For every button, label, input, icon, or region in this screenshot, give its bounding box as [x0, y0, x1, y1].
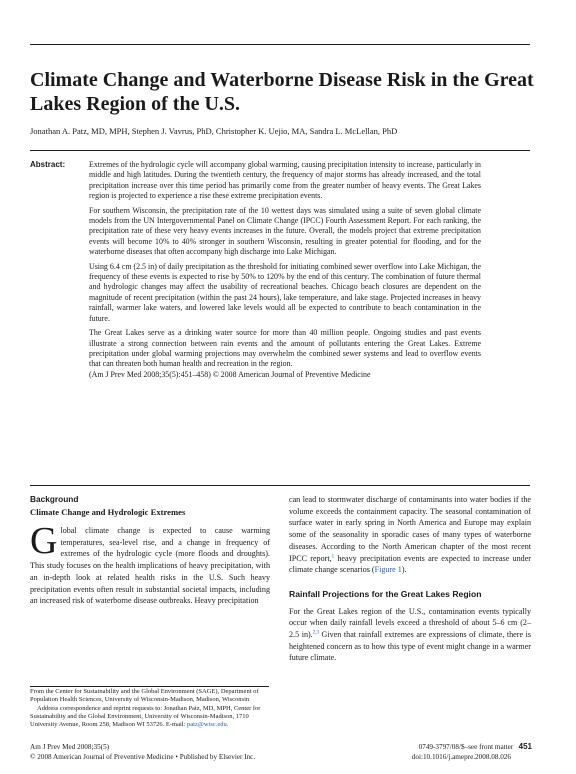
top-rule [30, 44, 530, 45]
reference-superscript-1[interactable]: 1 [331, 553, 335, 559]
page-number: 451 [518, 742, 532, 751]
right-paragraph-2-text-a: For the Great Lakes region of the U.S., contamination events typically occur when daily rainfall levels exceed a threshold of about 5–6 cm (2–2.5 in). [289, 606, 531, 640]
footer-copyright-line [30, 752, 255, 762]
footer-left [30, 742, 255, 762]
footer-doi[interactable]: doi:10.1016/j.amepre.2008.08.026 [411, 753, 511, 761]
footer-journal: Am J Prev Med 2008;35(5) [30, 743, 110, 751]
affiliation-footnote [30, 688, 272, 729]
footer-publisher: Published by Elsevier Inc. [179, 753, 256, 761]
right-paragraph-2-text-b: Given that rainfall extremes are expressions of climate, there is heightened concern as to how this type of event might change in a warmer future climate. [289, 630, 532, 663]
abstract-body [89, 160, 481, 380]
abstract-paragraph-2: For southern Wisconsin, the precipitation rate of the 10 wettest days was simulated using a suite of seven global climate models from the UN Intergovernmental Panel on Climate Change (IPCC) Fourth Assessment Report. For each ranking, the precipitation rate of these very heavy events increases in the future. Overall, the models project that extreme precipitation events will become 10% to 40% stronger in southern Wisconsin, resulting in greater potential for flooding, and for the waterborne diseases that often accompany high discharge into Lake Michigan. [89, 205, 481, 257]
author-list: Jonathan A. Patz, MD, MPH, Stephen J. Vavrus, PhD, Christopher K. Uejio, MA, Sandra L. McLellan, PhD [30, 126, 398, 136]
email-link[interactable]: patz@wisc.edu [187, 721, 227, 729]
footnote-email-end: . [226, 721, 229, 729]
figure-1-link[interactable]: Figure 1 [374, 565, 402, 575]
right-paragraph-1-text-b: heavy precipitation events are expected to increase under climate change scenarios ( [289, 553, 531, 575]
footer-right [372, 742, 532, 762]
left-column [30, 494, 270, 607]
abstract-citation: (Am J Prev Med 2008;35(5):451–458) © 2008 American Journal of Preventive Medicine [89, 369, 371, 379]
intro-paragraph [30, 520, 270, 607]
abstract-bottom-rule [30, 485, 530, 486]
footnote-rule [30, 686, 269, 687]
abstract-paragraph-3: Using 6.4 cm (2.5 in) of daily precipitation as the threshold for initiating combined sewer overflow into Lake Michigan, the frequency of these events is expected to rise by 50% to 120% by the end of this century. The combination of future thermal and hydrologic changes may affect the usability of recreational beaches. Chicago beach closures are dependent on the magnitude of recent precipitation (within the past 24 hours), lake temperature, and lake stage. Projected increases in heavy rainfall, warmer lake waters, and lowered lake levels would all be expected to contribute to beach contamination in the future. [89, 261, 481, 323]
reference-superscript-2-3[interactable]: 2,3 [312, 630, 319, 636]
footnote-affiliation: From the Center for Sustainability and the Global Environment (SAGE), Department of Population Health Sciences, University of Wisconsin-Madison, Madison, Wisconsin [30, 688, 259, 704]
right-column [289, 494, 531, 664]
article-title: Climate Change and Waterborne Disease Risk in the Great Lakes Region of the U.S. [30, 69, 534, 115]
footer-issn-line [372, 742, 532, 752]
section-heading-background: Background [30, 494, 79, 504]
abstract-paragraph-1: Extremes of the hydrologic cycle will accompany global warming, causing precipitation intensity to increase, particularly in middle and high latitudes. During the twentieth century, the frequency of major storms has already increased, and the total precipitation increase over this time period has primarily come from the greater number of heavy events. The Great Lakes region is projected to experience a rise these extreme precipitation events. [89, 160, 481, 201]
footer-copyright: © 2008 American Journal of Preventive Medicine [30, 753, 174, 761]
intro-paragraph-text: lobal climate change is expected to cause warming temperatures, sea-level rise, and a change in frequency of extremes of the hydrologic cycle (more floods and droughts). This study focuses on the health implications of heavy precipitation, with an in-depth look at related health risks in the U.S. Such heavy precipitation events often result in substantial societal impacts, including an increased risk of waterborne disease outbreaks. Heavy precipitation [30, 526, 270, 606]
subsection-heading-climate: Climate Change and Hydrologic Extremes [30, 507, 186, 517]
right-paragraph-1 [289, 494, 531, 576]
right-paragraph-1-text-c: ). [401, 565, 407, 575]
footnote-correspondence [30, 705, 272, 730]
right-paragraph-1-text-a: can lead to stormwater discharge of contaminants into water bodies if the volume exceeds the containment capacity. The seasonal contamination of surface water in early spring in North America and Europe may explain some of the seasonality in sporadic cases of many types of waterborne diseases. According to the North American chapter of the most recent IPCC report, [289, 495, 531, 563]
footnote-correspondence-text: Address correspondence and reprint requests to: Jonathan Patz, MD, MPH, Center for Sustainability and the Global Environment, University of Wisconsin-Madison, 1710 University Avenue, Room 258, Madison WI 53726. E-mail: [30, 704, 261, 729]
footer-separator: • [175, 753, 178, 761]
drop-cap: G [30, 520, 58, 562]
abstract-top-rule [30, 150, 530, 151]
footer-issn: 0749-3797/08/$–see front matter [418, 743, 514, 751]
right-paragraph-2 [289, 606, 531, 665]
abstract-paragraph-4: The Great Lakes serve as a drinking water source for more than 40 million people. Ongoing studies and past events illustrate a strong connection between rain events and the amount of pollutants entering the Great Lakes. Extreme precipitation under global warming projections may overwhelm the combined sewer systems and lead to overflow events that can threaten both human health and recreation in the region. [89, 328, 481, 369]
subsection-heading-rainfall: Rainfall Projections for the Great Lakes Region [289, 588, 482, 599]
abstract-label: Abstract: [30, 160, 66, 169]
